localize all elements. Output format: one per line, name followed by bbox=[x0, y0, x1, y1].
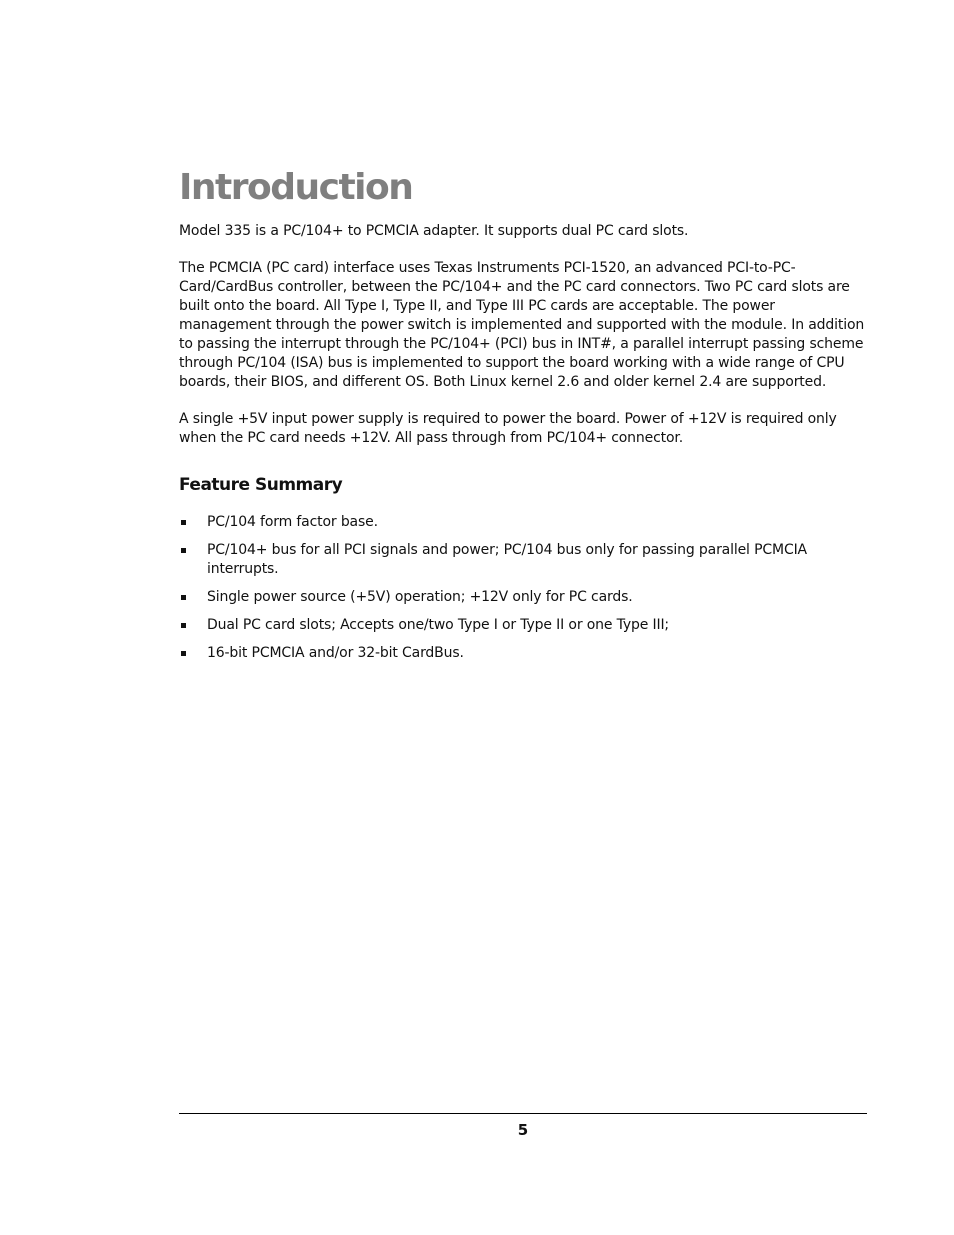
list-item-text: PC/104 form factor base. bbox=[207, 514, 378, 530]
page-title: Introduction bbox=[179, 167, 413, 208]
power-supply-paragraph: A single +5V input power supply is required to power the board. Power of +12V is required only when the PC card needs +12V. All pass through from PC/104+ connector. bbox=[179, 411, 837, 446]
feature-list bbox=[179, 513, 869, 663]
list-item bbox=[179, 644, 869, 663]
pcmcia-interface-paragraph: The PCMCIA (PC card) interface uses Texas Instruments PCI-1520, an advanced PCI-to-PC-Card/CardBus controller, between the PC/104+ and the PC card connectors. Two PC card slots are built onto the board. All Type I, Type II, and Type III PC cards are acceptable. The power management through the power switch is implemented and supported with the module. In addition to passing the interrupt through the PC/104+ (PCI) bus in INT#, a parallel interrupt passing scheme through PC/104 (ISA) bus is implemented to support the board working with a wide range of CPU boards, their BIOS, and different OS. Both Linux kernel 2.6 and older kernel 2.4 are supported. bbox=[179, 260, 865, 390]
page-number: 5 bbox=[517, 1121, 529, 1139]
feature-summary-heading: Feature Summary bbox=[179, 475, 343, 495]
list-item bbox=[179, 616, 869, 635]
bullet-square-icon bbox=[181, 623, 186, 628]
page-content bbox=[179, 166, 869, 672]
list-item bbox=[179, 588, 869, 607]
bullet-square-icon bbox=[181, 548, 186, 553]
list-item-text: PC/104+ bus for all PCI signals and power; PC/104 bus only for passing parallel PCMCIA interrupts. bbox=[207, 542, 807, 577]
list-item bbox=[179, 513, 869, 532]
bullet-square-icon bbox=[181, 651, 186, 656]
list-item-text: Single power source (+5V) operation; +12V only for PC cards. bbox=[207, 589, 633, 605]
bullet-square-icon bbox=[181, 595, 186, 600]
intro-paragraph: Model 335 is a PC/104+ to PCMCIA adapter. It supports dual PC card slots. bbox=[179, 223, 689, 239]
list-item bbox=[179, 541, 869, 579]
list-item-text: Dual PC card slots; Accepts one/two Type I or Type II or one Type III; bbox=[207, 617, 670, 633]
footer-divider bbox=[179, 1113, 867, 1114]
bullet-square-icon bbox=[181, 520, 186, 525]
list-item-text: 16-bit PCMCIA and/or 32-bit CardBus. bbox=[207, 645, 464, 661]
